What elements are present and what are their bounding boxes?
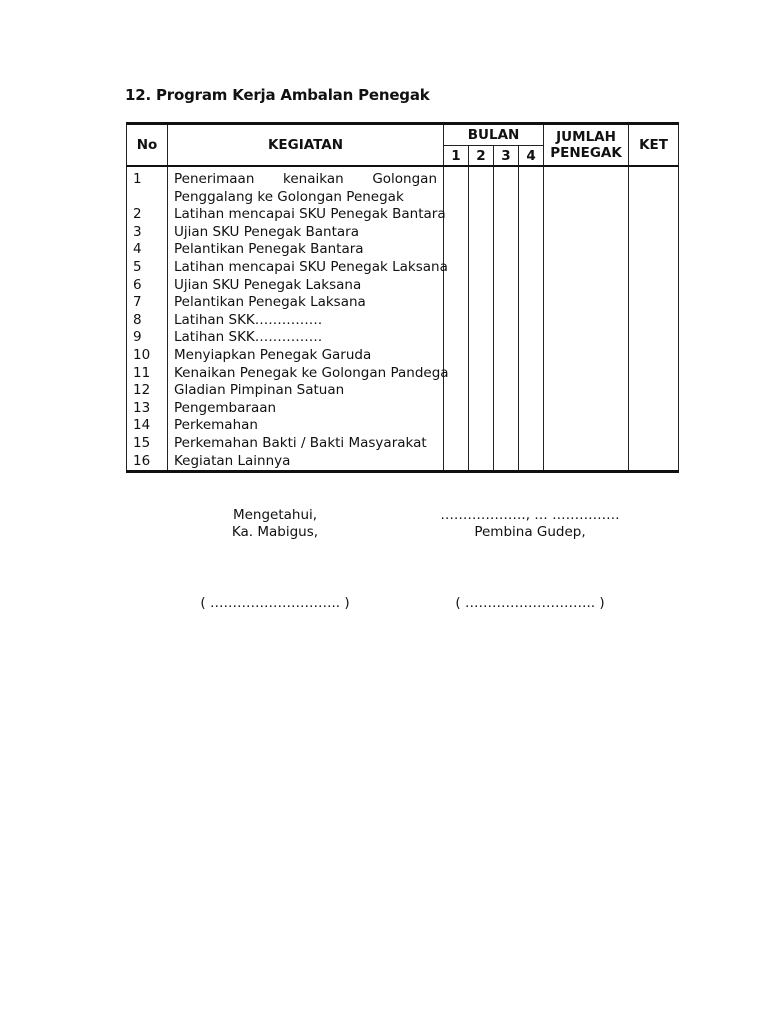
row-no-16: 16 (133, 452, 151, 469)
month-2-column (469, 166, 494, 472)
row-no-12: 12 (133, 382, 151, 399)
row-kegiatan-14: Perkemahan (174, 417, 258, 434)
row-no-14: 14 (133, 417, 151, 434)
row-kegiatan-10: Menyiapkan Penegak Garuda (174, 346, 372, 363)
ket-column (629, 166, 679, 472)
row-no-spacer (133, 189, 167, 207)
row-no-9: 9 (133, 329, 142, 346)
row-kegiatan-3: Ujian SKU Penegak Bantara (174, 223, 359, 240)
header-kegiatan: KEGIATAN (168, 124, 444, 167)
header-month-3: 3 (494, 146, 519, 167)
month-1-column (444, 166, 469, 472)
row-no-3: 3 (133, 223, 142, 240)
row-no-10: 10 (133, 346, 151, 363)
jumlah-penegak-column (544, 166, 629, 472)
row-kegiatan-13: Pengembaraan (174, 399, 277, 416)
row-no-2: 2 (133, 206, 142, 223)
header-jumlah-penegak (544, 124, 629, 167)
row-kegiatan-9: Latihan SKK…………… (174, 329, 323, 346)
row-kegiatan-1a: Penerimaan kenaikan Golongan (174, 171, 437, 187)
signature-left-line1: Mengetahui, (232, 507, 318, 523)
row-no-7: 7 (133, 294, 142, 311)
row-kegiatan-7: Pelantikan Penegak Laksana (174, 294, 366, 311)
document-title: 12. Program Kerja Ambalan Penegak (125, 86, 430, 104)
row-kegiatan-2: Latihan mencapai SKU Penegak Bantara (174, 206, 446, 223)
no-column (127, 166, 168, 472)
row-kegiatan-6: Ujian SKU Penegak Laksana (174, 276, 362, 293)
header-month-1: 1 (444, 146, 469, 167)
row-no-15: 15 (133, 434, 151, 451)
header-jumlah-line2: PENEGAK (550, 145, 622, 161)
signature-right (420, 507, 640, 612)
signature-left (180, 507, 370, 612)
row-kegiatan-1b: Penggalang ke Golongan Penegak (174, 188, 404, 205)
row-no-8: 8 (133, 311, 142, 328)
row-kegiatan-5: Latihan mencapai SKU Penegak Laksana (174, 258, 448, 275)
row-kegiatan-8: Latihan SKK…………… (174, 311, 323, 328)
header-ket: KET (629, 124, 679, 167)
month-3-column (494, 166, 519, 472)
program-table (126, 122, 679, 473)
signature-left-name: ( ……………………….. ) (200, 595, 350, 611)
month-4-column (519, 166, 544, 472)
row-no-6: 6 (133, 276, 142, 293)
row-no-5: 5 (133, 258, 142, 275)
signature-left-line2: Ka. Mabigus, (231, 524, 319, 540)
row-no-13: 13 (133, 399, 151, 416)
row-kegiatan-15: Perkemahan Bakti / Bakti Masyarakat (174, 434, 427, 451)
header-no: No (127, 124, 168, 167)
header-bulan: BULAN (444, 124, 544, 146)
signature-right-name: ( ……………………….. ) (455, 595, 605, 611)
header-month-4: 4 (519, 146, 544, 167)
row-no-1: 1 (133, 171, 142, 187)
row-kegiatan-11: Kenaikan Penegak ke Golongan Pandega (174, 364, 449, 381)
row-no-11: 11 (133, 364, 151, 381)
row-kegiatan-12: Gladian Pimpinan Satuan (174, 382, 345, 399)
header-jumlah-line1: JUMLAH (556, 129, 616, 145)
row-kegiatan-4: Pelantikan Penegak Bantara (174, 241, 364, 258)
row-kegiatan-16: Kegiatan Lainnya (174, 452, 291, 469)
signature-right-line1: ………………., … …………… (440, 507, 620, 523)
row-no-4: 4 (133, 241, 142, 258)
header-month-2: 2 (469, 146, 494, 167)
signature-right-line2: Pembina Gudep, (474, 524, 586, 540)
kegiatan-column (168, 166, 449, 472)
